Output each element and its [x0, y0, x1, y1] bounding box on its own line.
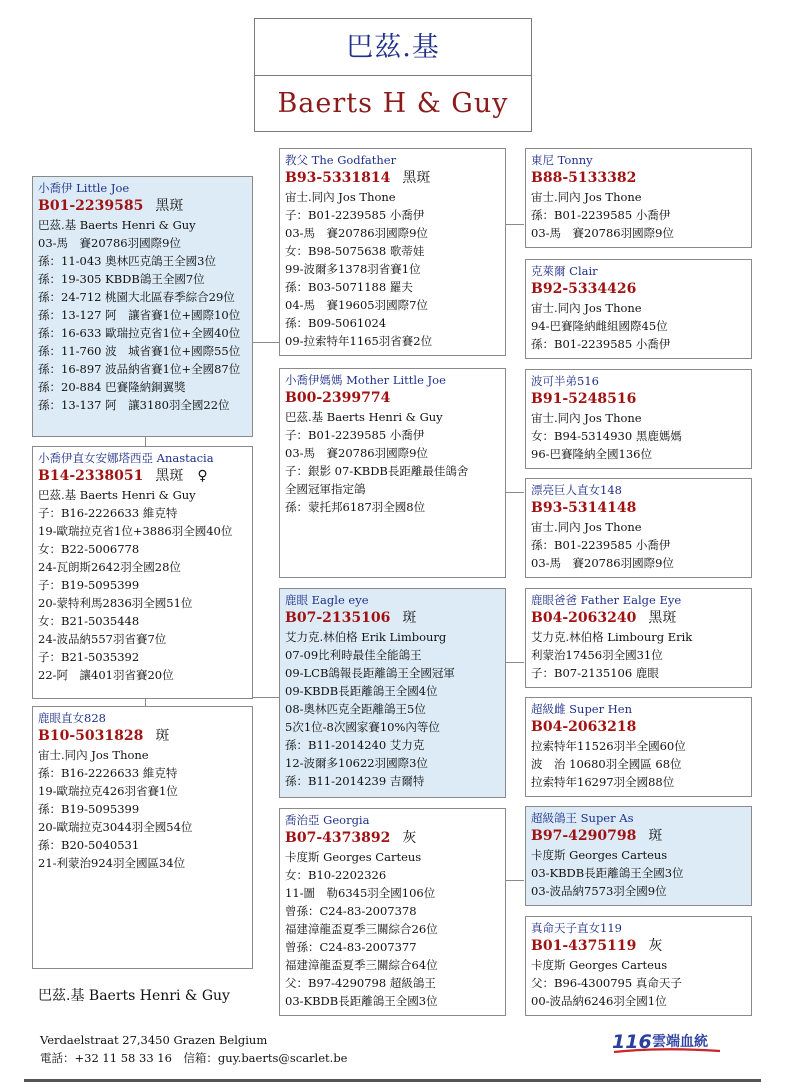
info-line: 曾孫：C24-83-2007377 [285, 940, 417, 954]
info-line: 孫：B20-5040531 [38, 838, 140, 852]
info-line: 曾孫：C24-83-2007378 [285, 904, 417, 918]
pedigree-card-subject [32, 176, 253, 437]
info-line: 卡度斯 Georges Carteus [531, 958, 668, 972]
ring-number: B01-4375119 [531, 938, 637, 954]
pedigree-card-granddam [525, 697, 752, 797]
ring-number: B04-2063240 [531, 610, 637, 626]
info-line: 24-瓦朗斯2642羽全國28位 [38, 560, 181, 574]
info-line: 11-圖 勒6345羽全國106位 [285, 886, 436, 900]
logo-text: 雲端血統 [652, 1034, 708, 1050]
info-line: 03-馬 賽20786羽國際9位 [285, 446, 428, 460]
bird-name: 鹿眼 Eagle eye [285, 593, 369, 607]
info-line: 孫：13-127 阿 讓省賽1位+國際10位 [38, 308, 241, 322]
info-line: 19-歐瑞拉克426羽省賽1位 [38, 784, 178, 798]
info-line: 女：B22-5006778 [38, 542, 140, 556]
title-cn: 巴茲.基 [255, 19, 531, 76]
title-en: Baerts H & Guy [277, 88, 509, 119]
info-line: 孫：B01-2239585 小喬伊 [531, 337, 671, 351]
info-line: 04-馬 賽19605羽國際7位 [285, 298, 428, 312]
info-line: 子：B01-2239585 小喬伊 [285, 208, 425, 222]
info-line: 拉索特年16297羽全國88位 [531, 775, 675, 789]
info-line: 子：B16-2226633 維克特 [38, 506, 178, 520]
info-line: 女：B94-5314930 黑鹿媽媽 [531, 429, 682, 443]
ring-number: B97-4290798 [531, 828, 637, 844]
contact-line: 電話：+32 11 58 33 16 信箱：guy.baerts@scarlet.be [40, 1051, 348, 1065]
info-line: 03-KBDB長距離鴿王全國3位 [531, 866, 684, 880]
info-line: 孫：19-305 KBDB鴿王全國7位 [38, 272, 205, 286]
info-line: 24-波品納557羽省賽7位 [38, 632, 167, 646]
ring-number: B07-4373892 [285, 830, 391, 846]
pedigree-card-sibling [32, 446, 253, 699]
bird-name: 漂亮巨人直女148 [531, 483, 622, 497]
color-tag: 黑斑 [402, 170, 431, 186]
ring-number: B88-5133382 [531, 170, 637, 186]
info-line: 96-巴賽隆納全國136位 [531, 447, 652, 461]
info-line: 宙士.同內 Jos Thone [38, 748, 149, 762]
info-line: 宙士.同內 Jos Thone [531, 520, 642, 534]
info-line: 孫：11-043 奧林匹克鴿王全國3位 [38, 254, 216, 268]
ring-number: B01-2239585 [38, 198, 144, 214]
info-line: 孫：16-633 歐瑞拉克省1位+全國40位 [38, 326, 241, 340]
info-line: 女：B98-5075638 歌蒂娃 [285, 244, 425, 258]
info-line: 孫：13-137 阿 讓3180羽全國22位 [38, 398, 230, 412]
info-line: 孫：B16-2226633 維克特 [38, 766, 178, 780]
info-line: 03-KBDB長距離鴿王全國3位 [285, 994, 438, 1008]
info-line: 卡度斯 Georges Carteus [531, 848, 668, 862]
info-line: 08-奧林匹克全距離鴿王5位 [285, 702, 426, 716]
info-line: 12-波爾多10622羽國際3位 [285, 756, 428, 770]
info-line: 00-波品納6246羽全國1位 [531, 994, 667, 1008]
color-tag: 灰 [648, 938, 663, 954]
info-line: 父：B97-4290798 超級鴿王 [285, 976, 436, 990]
ring-row [38, 727, 247, 746]
info-line: 子：B01-2239585 小喬伊 [285, 428, 425, 442]
info-line: 09-KBDB長距離鴿王全國4位 [285, 684, 438, 698]
info-line: 女：B21-5035448 [38, 614, 140, 628]
ring-number: B07-2135106 [285, 610, 391, 626]
info-line: 孫：B03-5071188 羅夫 [285, 280, 413, 294]
info-line: 卡度斯 Georges Carteus [285, 850, 422, 864]
bird-name: 小喬伊直女安娜塔西亞 Anastacia [38, 451, 214, 465]
bird-name: 真命天子直女119 [531, 921, 622, 935]
info-line: 宙士.同內 Jos Thone [285, 190, 396, 204]
pedigree-card-granddam [525, 478, 752, 578]
info-line: 03-馬 賽20786羽國際9位 [531, 226, 674, 240]
ring-row [531, 499, 746, 518]
ring-number: B10-5031828 [38, 728, 144, 744]
bottom-rule [24, 1079, 761, 1082]
ring-row [285, 169, 500, 188]
connector [505, 662, 524, 663]
info-line: 99-波爾多1378羽省賽1位 [285, 262, 421, 276]
info-line: 孫：B11-2014239 吉爾特 [285, 774, 425, 788]
info-line: 子：B19-5095399 [38, 578, 140, 592]
bird-name: 克萊爾 Clair [531, 264, 598, 278]
info-line: 20-蒙特利馬2836羽全國51位 [38, 596, 193, 610]
info-line: 孫：蒙托邦6187羽全國8位 [285, 500, 426, 514]
info-line: 巴茲.基 Baerts Henri & Guy [38, 218, 196, 232]
info-line: 福建漳龍盃夏季三關綜合26位 [285, 922, 438, 936]
ring-row [531, 827, 746, 846]
connector [505, 880, 524, 881]
ring-number: B14-2338051 [38, 468, 144, 484]
info-line: 拉索特年11526羽半全國60位 [531, 739, 686, 753]
owner-name: 巴茲.基 Baerts Henri & Guy [38, 988, 230, 1004]
info-line: 5次1位-8次國家賽10%內等位 [285, 720, 440, 734]
pedigree-card-grandsire [525, 148, 752, 248]
bird-name: 波可半弟516 [531, 374, 599, 388]
ring-row [531, 280, 746, 299]
pedigree-card-grandsire [525, 806, 752, 906]
info-line: 03-馬 賽20786羽國際9位 [38, 236, 181, 250]
info-line: 宙士.同內 Jos Thone [531, 301, 642, 315]
pedigree-card-grandsire [525, 588, 752, 688]
color-tag: 斑 [402, 610, 417, 626]
bird-name: 超級雌 Super Hen [531, 702, 633, 716]
pedigree-card-dam [279, 368, 506, 578]
ring-row [531, 937, 746, 956]
connector [145, 698, 146, 706]
info-line: 94-巴賽隆納雌組國際45位 [531, 319, 668, 333]
ring-number: B00-2399774 [285, 390, 391, 406]
connector [505, 224, 524, 225]
color-tag: 黑斑 [648, 610, 677, 626]
address-line: Verdaelstraat 27,3450 Grazen Belgium [40, 1033, 268, 1047]
ring-number: B04-2063218 [531, 719, 637, 735]
connector [145, 436, 146, 446]
info-line: 子：銀影 07-KBDB長距離最佳鴿舍 [285, 464, 469, 478]
info-line: 宙士.同內 Jos Thone [531, 411, 642, 425]
color-tag: 灰 [402, 830, 417, 846]
info-line: 福建漳龍盃夏季三關綜合64位 [285, 958, 438, 972]
info-line: 孫：B11-2014240 艾力克 [285, 738, 425, 752]
connector [252, 342, 279, 343]
bird-name: 超級鴿王 Super As [531, 811, 634, 825]
ring-row [531, 609, 746, 628]
info-line: 09-拉索特年1165羽省賽2位 [285, 334, 433, 348]
info-line: 03-波品納7573羽全國9位 [531, 884, 667, 898]
info-line: 波 治 10680羽全國區 68位 [531, 757, 682, 771]
info-line: 孫：16-897 波品納省賽1位+全國87位 [38, 362, 241, 376]
contact-block [40, 1031, 347, 1067]
info-line: 全國冠軍指定鴿 [285, 482, 366, 496]
bird-name: 喬治亞 Georgia [285, 813, 370, 827]
info-line: 巴茲.基 Baerts Henri & Guy [285, 410, 443, 424]
ring-row [285, 829, 500, 848]
logo-swoosh [614, 1049, 720, 1052]
info-line: 孫：11-760 波 城省賽1位+國際55位 [38, 344, 241, 358]
ring-row [285, 609, 500, 628]
color-tag: 黑斑 ♀ [155, 468, 208, 484]
info-line: 孫：B01-2239585 小喬伊 [531, 208, 671, 222]
ring-row [38, 197, 247, 216]
info-line: 艾力克.林伯格 Erik Limbourg [285, 630, 447, 644]
bird-name: 鹿眼直女828 [38, 711, 106, 725]
logo-number: 116 [612, 1031, 652, 1053]
info-line: 19-歐瑞拉克省1位+3886羽全國40位 [38, 524, 233, 538]
info-line: 21-利蒙治924羽全國區34位 [38, 856, 186, 870]
info-line: 孫：B19-5095399 [38, 802, 140, 816]
info-line: 艾力克.林伯格 Limbourg Erik [531, 630, 693, 644]
info-line: 09-LCB鴿報長距離鴿王全國冠軍 [285, 666, 455, 680]
pedigree-card-mate [32, 706, 253, 969]
color-tag: 黑斑 [155, 198, 184, 214]
info-line: 子：B07-2135106 鹿眼 [531, 666, 659, 680]
connector [252, 697, 279, 698]
info-line: 父：B96-4300795 真命天子 [531, 976, 682, 990]
info-line: 03-馬 賽20786羽國際9位 [285, 226, 428, 240]
info-line: 利蒙治17456羽全國31位 [531, 648, 663, 662]
info-line: 巴茲.基 Baerts Henri & Guy [38, 488, 196, 502]
pedigree-card-mate-sire [279, 588, 506, 798]
bird-name: 東尼 Tonny [531, 153, 593, 167]
info-line: 宙士.同內 Jos Thone [531, 190, 642, 204]
info-line: 20-歐瑞拉克3044羽全國54位 [38, 820, 193, 834]
info-line: 03-馬 賽20786羽國際9位 [531, 556, 674, 570]
pedigree-card-mate-dam [279, 808, 506, 1016]
info-line: 22-阿 讓401羽省賽20位 [38, 668, 174, 682]
info-line: 孫：24-712 桃園大北區春季綜合29位 [38, 290, 235, 304]
bird-name: 小喬伊媽媽 Mother Little Joe [285, 373, 446, 387]
pedigree-card-granddam [525, 916, 752, 1016]
ring-row [531, 390, 746, 409]
ring-number: B92-5334426 [531, 281, 637, 297]
pedigree-card-sire [279, 148, 506, 356]
info-line: 孫：B01-2239585 小喬伊 [531, 538, 671, 552]
info-line: 孫：B09-5061024 [285, 316, 387, 330]
bird-name: 鹿眼爸爸 Father Ealge Eye [531, 593, 682, 607]
ring-number: B93-5331814 [285, 170, 391, 186]
ring-number: B93-5314148 [531, 500, 637, 516]
ring-row [285, 389, 500, 408]
brand-logo [612, 1028, 724, 1056]
bird-name: 小喬伊 Little Joe [38, 181, 130, 195]
bird-name: 教父 The Godfather [285, 153, 397, 167]
connector [505, 492, 524, 493]
ring-row [531, 718, 746, 737]
ring-row [531, 169, 746, 188]
info-line: 07-09比利時最佳全能鴿王 [285, 648, 422, 662]
pedigree-card-granddam [525, 259, 752, 359]
title-box [254, 18, 532, 132]
info-line: 孫：20-884 巴賽隆納銅翼獎 [38, 380, 186, 394]
ring-number: B91-5248516 [531, 391, 637, 407]
pedigree-card-grandsire [525, 369, 752, 469]
color-tag: 斑 [648, 828, 663, 844]
info-line: 女：B10-2202326 [285, 868, 387, 882]
ring-row [38, 467, 247, 486]
color-tag: 斑 [155, 728, 170, 744]
info-line: 子：B21-5035392 [38, 650, 140, 664]
